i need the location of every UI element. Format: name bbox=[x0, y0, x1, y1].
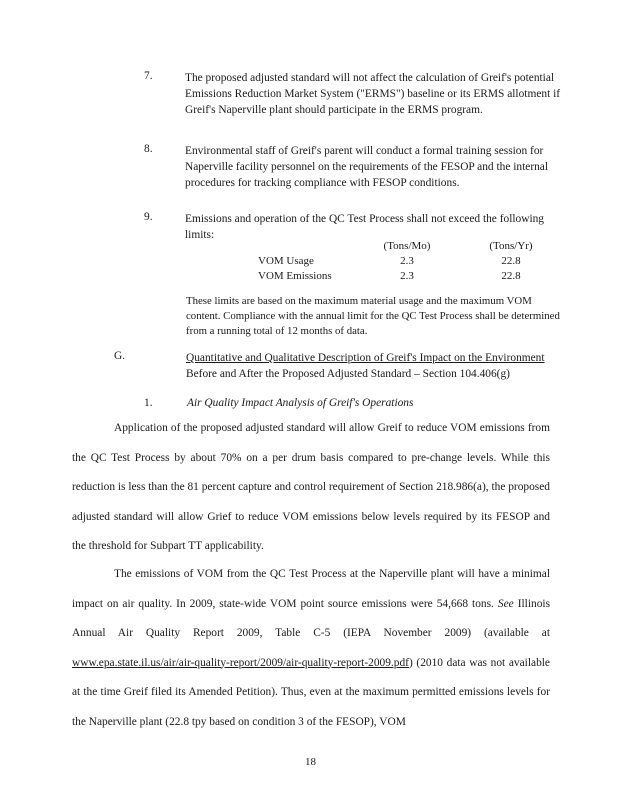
limits-row bbox=[258, 270, 558, 285]
header-cell: (Tons/Yr) bbox=[489, 240, 533, 252]
body-paragraph-1 bbox=[72, 414, 550, 562]
paragraph-text-part3: ) (2010 data was not available at the time Greif filed its Amended Petition). Thus, even at the maximum permitted emissions levels for the Naperville plant (22.8 tpy based on condition 3 of the FESOP), VOM bbox=[72, 656, 550, 728]
body-paragraph-2 bbox=[72, 560, 550, 737]
citation-signal: See bbox=[497, 597, 514, 610]
item-text: The proposed adjusted standard will not affect the calculation of Greif's potential Emissions Reduction Market System ("ERMS") baseline or its ERMS allotment if Greif's Naperville plant should participate in the ERMS program. bbox=[185, 72, 561, 116]
limits-note: These limits are based on the maximum material usage and the maximum VOM content. Compliance with the annual limit for the QC Test Process shall be determined from a running total of 12 months of data. bbox=[186, 295, 560, 337]
section-title-continued: Before and After the Proposed Adjusted Standard – Section 104.406(g) bbox=[186, 368, 510, 380]
list-item-8 bbox=[144, 143, 564, 191]
header-cell: (Tons/Mo) bbox=[383, 240, 431, 252]
table-cell: VOM Emissions bbox=[258, 270, 332, 282]
list-item-7 bbox=[144, 70, 564, 118]
paragraph-text-part1: The emissions of VOM from the QC Test Process at the Naperville plant will have a minimal impact on air quality. In 2009, state-wide VOM point source emissions were 54,668 tons. bbox=[72, 568, 550, 610]
item-number: 7. bbox=[144, 70, 153, 82]
item-number: 9. bbox=[144, 211, 153, 223]
item-text: Emissions and operation of the QC Test Process shall not exceed the following limits: bbox=[185, 213, 544, 241]
subsection-number: 1. bbox=[144, 397, 153, 409]
paragraph-text: Application of the proposed adjusted standard will allow Greif to reduce VOM emissions from the QC Test Process by about 70% on a per drum basis compared to pre-change levels. While this reduction is less than the 81 percent capture and control requirement of Section 218.986(a), the proposed adjusted standard will allow Grief to reduce VOM emissions below levels required by its FESOP and the threshold for Subpart TT applicability. bbox=[72, 422, 550, 552]
table-cell: 2.3 bbox=[400, 255, 414, 267]
subsection-title: Air Quality Impact Analysis of Greif's Operations bbox=[187, 397, 414, 409]
paragraph-text-part2: Illinois Annual Air Quality Report 2009, Table C-5 (IEPA November 2009) (available at bbox=[72, 597, 551, 639]
section-g-heading bbox=[114, 350, 574, 382]
table-cell: 22.8 bbox=[501, 255, 521, 267]
table-cell: 22.8 bbox=[501, 270, 521, 282]
table-cell: 2.3 bbox=[400, 270, 414, 282]
limits-table bbox=[258, 240, 558, 285]
section-title: Quantitative and Qualitative Description of Greif's Impact on the Environment bbox=[186, 352, 545, 364]
list-item-9 bbox=[144, 211, 564, 243]
report-link[interactable]: www.epa.state.il.us/air/air-quality-report/2009/air-quality-report-2009.pdf bbox=[72, 656, 409, 669]
limits-header-row bbox=[258, 240, 558, 255]
table-cell: VOM Usage bbox=[258, 255, 314, 267]
item-text: Environmental staff of Greif's parent will conduct a formal training session for Naperville facility personnel on the requirements of the FESOP and the internal procedures for tracking compliance with FESOP conditions. bbox=[185, 145, 549, 189]
limits-row bbox=[258, 255, 558, 270]
item-number: 8. bbox=[144, 143, 153, 155]
section-letter: G. bbox=[114, 350, 126, 362]
page-number: 18 bbox=[305, 756, 316, 768]
subsection-heading bbox=[144, 397, 564, 409]
